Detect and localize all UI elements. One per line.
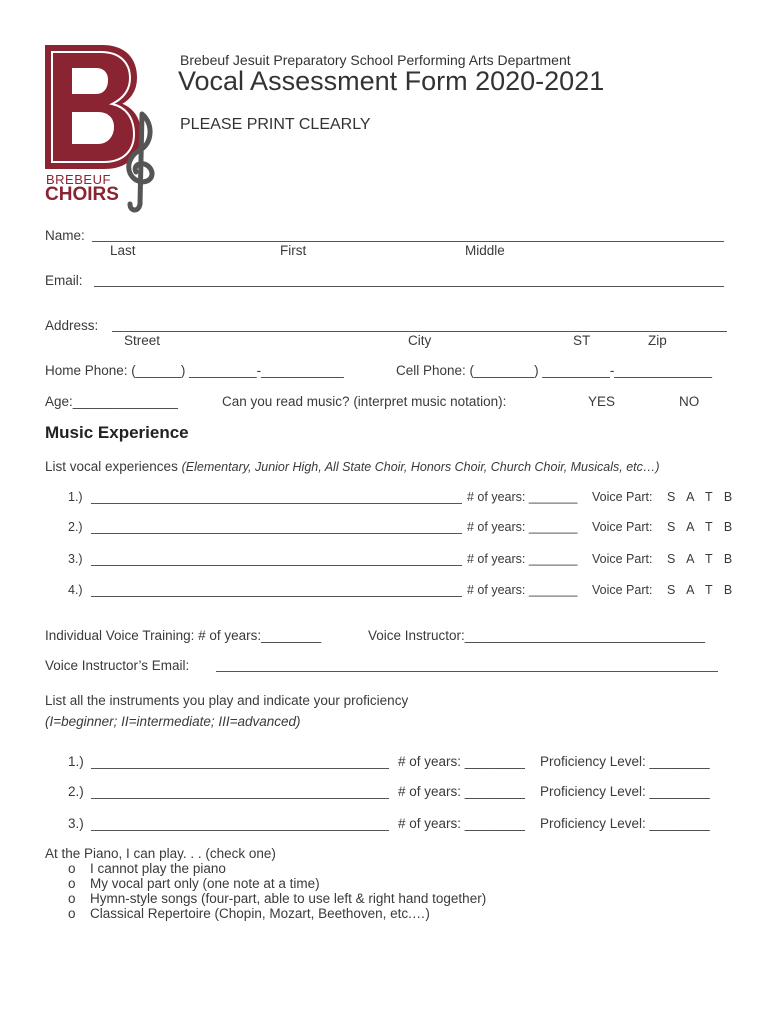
list-vocal-text: List vocal experiences [45, 459, 178, 474]
piano-option-label: My vocal part only (one note at a time) [90, 876, 320, 891]
voice-part-label: Voice Part: [592, 552, 653, 566]
instrument-row-number: 1.) [68, 754, 84, 769]
music-experience-heading: Music Experience [45, 423, 189, 442]
list-vocal-hint: (Elementary, Junior High, All State Choir, Honors Choir, Church Choir, Musicals, etc…) [181, 460, 660, 474]
vocal-row-number: 4.) [68, 583, 83, 597]
address-label: Address: [45, 318, 99, 333]
name-field[interactable] [92, 241, 724, 242]
voice-instructor-field[interactable]: Voice Instructor:________________________________ [368, 628, 706, 643]
proficiency-field[interactable]: Proficiency Level: ________ [540, 816, 710, 831]
voice-part-options[interactable]: S A T B [667, 583, 737, 597]
voice-training-years-field[interactable]: Individual Voice Training: # of years:________ [45, 628, 322, 643]
address-field[interactable] [112, 331, 727, 332]
piano-option-label: Classical Repertoire (Chopin, Mozart, Beethoven, etc.…) [90, 906, 430, 921]
piano-option-label: Hymn-style songs (four-part, able to use left & right hand together) [90, 891, 487, 906]
voice-part-label: Voice Part: [592, 583, 653, 597]
vocal-row-number: 1.) [68, 490, 83, 504]
department-subtitle: Brebeuf Jesuit Preparatory School Performing Arts Department [180, 52, 571, 68]
address-sub-street: Street [124, 333, 161, 348]
instrument-years-field[interactable]: # of years: ________ [398, 754, 525, 769]
checkbox-icon[interactable]: o [68, 861, 76, 876]
vocal-experience-field[interactable] [91, 565, 462, 566]
instrument-row-number: 3.) [68, 816, 84, 831]
read-music-question: Can you read music? (interpret music notation): [222, 394, 507, 409]
name-label: Name: [45, 228, 85, 243]
checkbox-icon[interactable]: o [68, 891, 76, 906]
home-phone-field[interactable]: Home Phone: (______) _________-___________ [45, 363, 344, 378]
instructor-email-field[interactable] [216, 671, 718, 672]
proficiency-field[interactable]: Proficiency Level: ________ [540, 784, 710, 799]
voice-part-label: Voice Part: [592, 490, 653, 504]
checkbox-icon[interactable]: o [68, 906, 76, 921]
voice-part-options[interactable]: S A T B [667, 490, 737, 504]
vocal-years-field[interactable]: # of years: _______ [467, 583, 578, 597]
name-sub-last: Last [110, 243, 136, 258]
instrument-row-number: 2.) [68, 784, 84, 799]
age-field[interactable]: Age:______________ [45, 394, 178, 409]
instrument-years-field[interactable]: # of years: ________ [398, 816, 525, 831]
voice-part-options[interactable]: S A T B [667, 520, 737, 534]
instrument-field[interactable] [91, 830, 389, 831]
voice-part-label: Voice Part: [592, 520, 653, 534]
piano-label: At the Piano, I can play. . . (check one) [45, 846, 276, 861]
read-music-no[interactable]: NO [679, 394, 700, 409]
read-music-yes[interactable]: YES [588, 394, 616, 409]
brebeuf-choirs-logo [44, 44, 164, 216]
logo-text-top: BREBEUF [46, 172, 111, 187]
proficiency-field[interactable]: Proficiency Level: ________ [540, 754, 710, 769]
vocal-years-field[interactable]: # of years: _______ [467, 490, 578, 504]
instrument-field[interactable] [91, 798, 389, 799]
print-instruction: PLEASE PRINT CLEARLY [180, 116, 371, 133]
vocal-row-number: 3.) [68, 552, 83, 566]
vocal-row-number: 2.) [68, 520, 83, 534]
vocal-experience-field[interactable] [91, 596, 462, 597]
piano-option-label: I cannot play the piano [90, 861, 226, 876]
instrument-years-field[interactable]: # of years: ________ [398, 784, 525, 799]
list-vocal-label [45, 459, 660, 474]
email-label: Email: [45, 273, 83, 288]
vocal-experience-field[interactable] [91, 503, 462, 504]
instruments-hint: (I=beginner; II=intermediate; III=advanced) [45, 714, 301, 729]
name-sub-middle: Middle [465, 243, 505, 258]
address-sub-city: City [408, 333, 432, 348]
instrument-field[interactable] [91, 768, 389, 769]
vocal-years-field[interactable]: # of years: _______ [467, 552, 578, 566]
email-field[interactable] [94, 286, 724, 287]
instruments-label: List all the instruments you play and indicate your proficiency [45, 693, 409, 708]
address-sub-zip: Zip [648, 333, 667, 348]
cell-phone-field[interactable]: Cell Phone: (________) _________-_____________ [396, 363, 713, 378]
instructor-email-label: Voice Instructor’s Email: [45, 658, 190, 673]
vocal-years-field[interactable]: # of years: _______ [467, 520, 578, 534]
address-sub-state: ST [573, 333, 591, 348]
voice-part-options[interactable]: S A T B [667, 552, 737, 566]
logo-text-bottom: CHOIRS [45, 184, 119, 205]
form-title: Vocal Assessment Form 2020-2021 [178, 66, 605, 96]
vocal-experience-field[interactable] [91, 533, 462, 534]
checkbox-icon[interactable]: o [68, 876, 76, 891]
name-sub-first: First [280, 243, 307, 258]
